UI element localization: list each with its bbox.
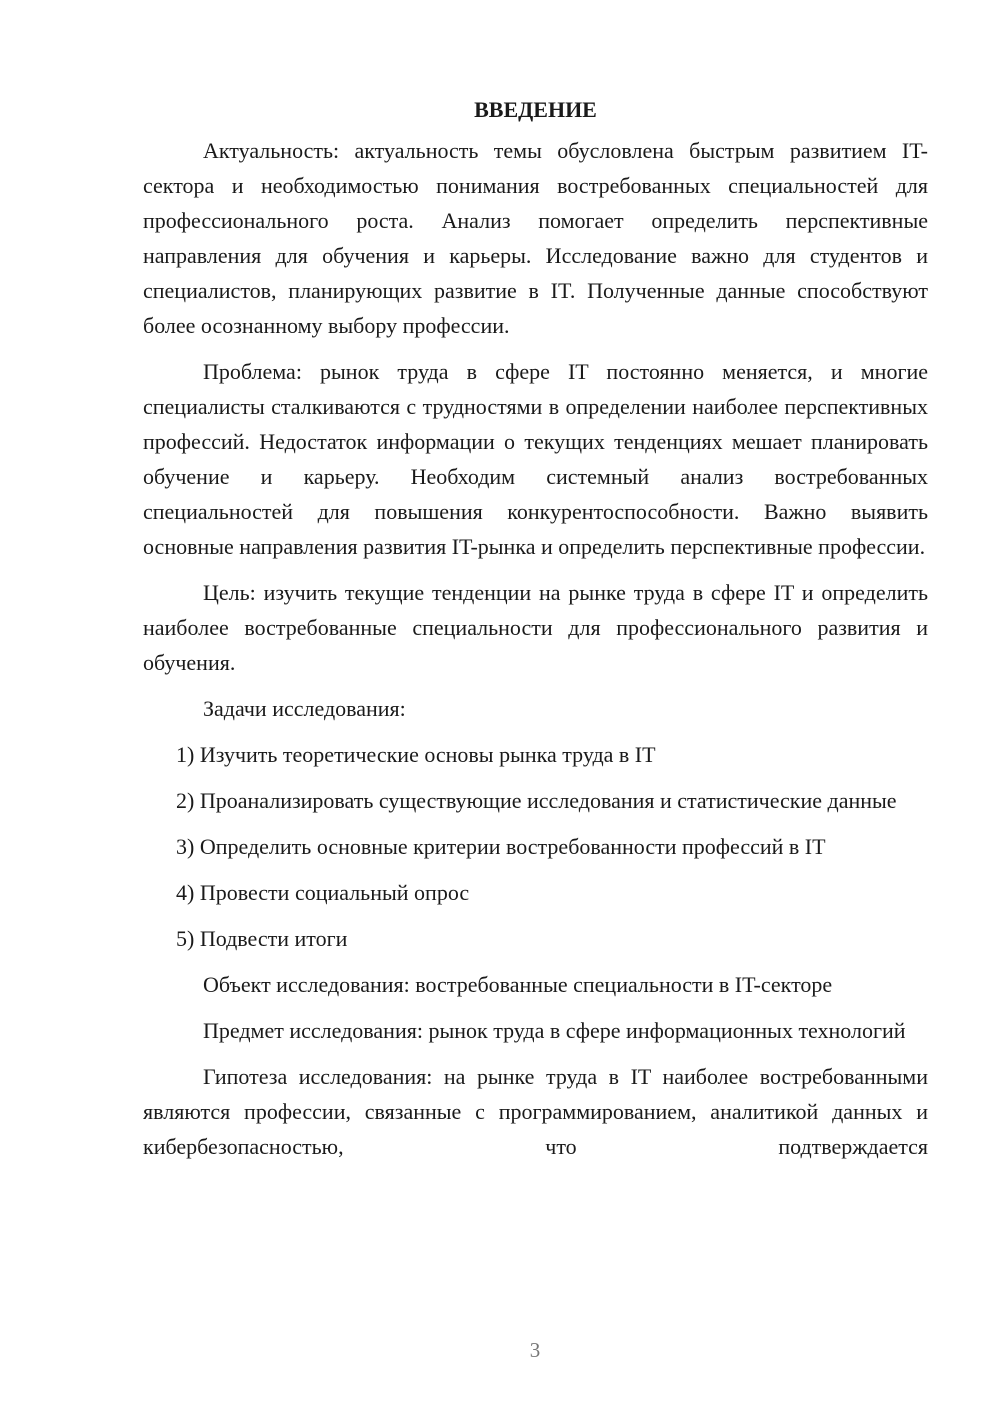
- page-title: ВВЕДЕНИЕ: [474, 97, 597, 122]
- goal-paragraph: Цель: изучить текущие тенденции на рынке труда в сфере IT и определить наиболее востребованные специальности для профессионального развития и обучения.: [143, 580, 928, 675]
- object-paragraph: Объект исследования: востребованные специальности в IT-секторе: [203, 972, 833, 997]
- problem-paragraph: Проблема: рынок труда в сфере IT постоянно меняется, и многие специалисты сталкиваются с трудностями в определении наиболее перспективных профессий. Недостаток информации о текущих тенденциях мешает планировать обучение и карьеру. Необходим системный анализ востребованных специальностей для повышения конкурентоспособности. Важно выявить основные направления развития IT-рынка и определить перспективные профессии.: [143, 359, 928, 559]
- tasks-heading: Задачи исследования:: [203, 696, 406, 721]
- task-item-5: 5) Подвести итоги: [176, 926, 348, 951]
- task-item-2: 2) Проанализировать существующие исследования и статистические данные: [176, 788, 897, 813]
- relevance-paragraph: Актуальность: актуальность темы обусловлена быстрым развитием IT-сектора и необходимостью понимания востребованных специальностей для профессионального роста. Анализ помогает определить перспективные направления для обучения и карьеры. Исследование важно для студентов и специалистов, планирующих развитие в IT. Полученные данные способствуют более осознанному выбору профессии.: [143, 138, 928, 338]
- task-item-3: 3) Определить основные критерии востребованности профессий в IT: [176, 834, 826, 859]
- task-item-1: 1) Изучить теоретические основы рынка труда в IT: [176, 742, 656, 767]
- page-content: [143, 92, 928, 1175]
- subject-paragraph: Предмет исследования: рынок труда в сфере информационных технологий: [203, 1018, 906, 1043]
- hypothesis-paragraph: Гипотеза исследования: на рынке труда в IT наиболее востребованными являются профессии, связанные с программированием, аналитикой данных и кибербезопасностью, что подтверждается: [143, 1064, 928, 1159]
- task-item-4: 4) Провести социальный опрос: [176, 880, 470, 905]
- page-number: 3: [529, 1338, 541, 1362]
